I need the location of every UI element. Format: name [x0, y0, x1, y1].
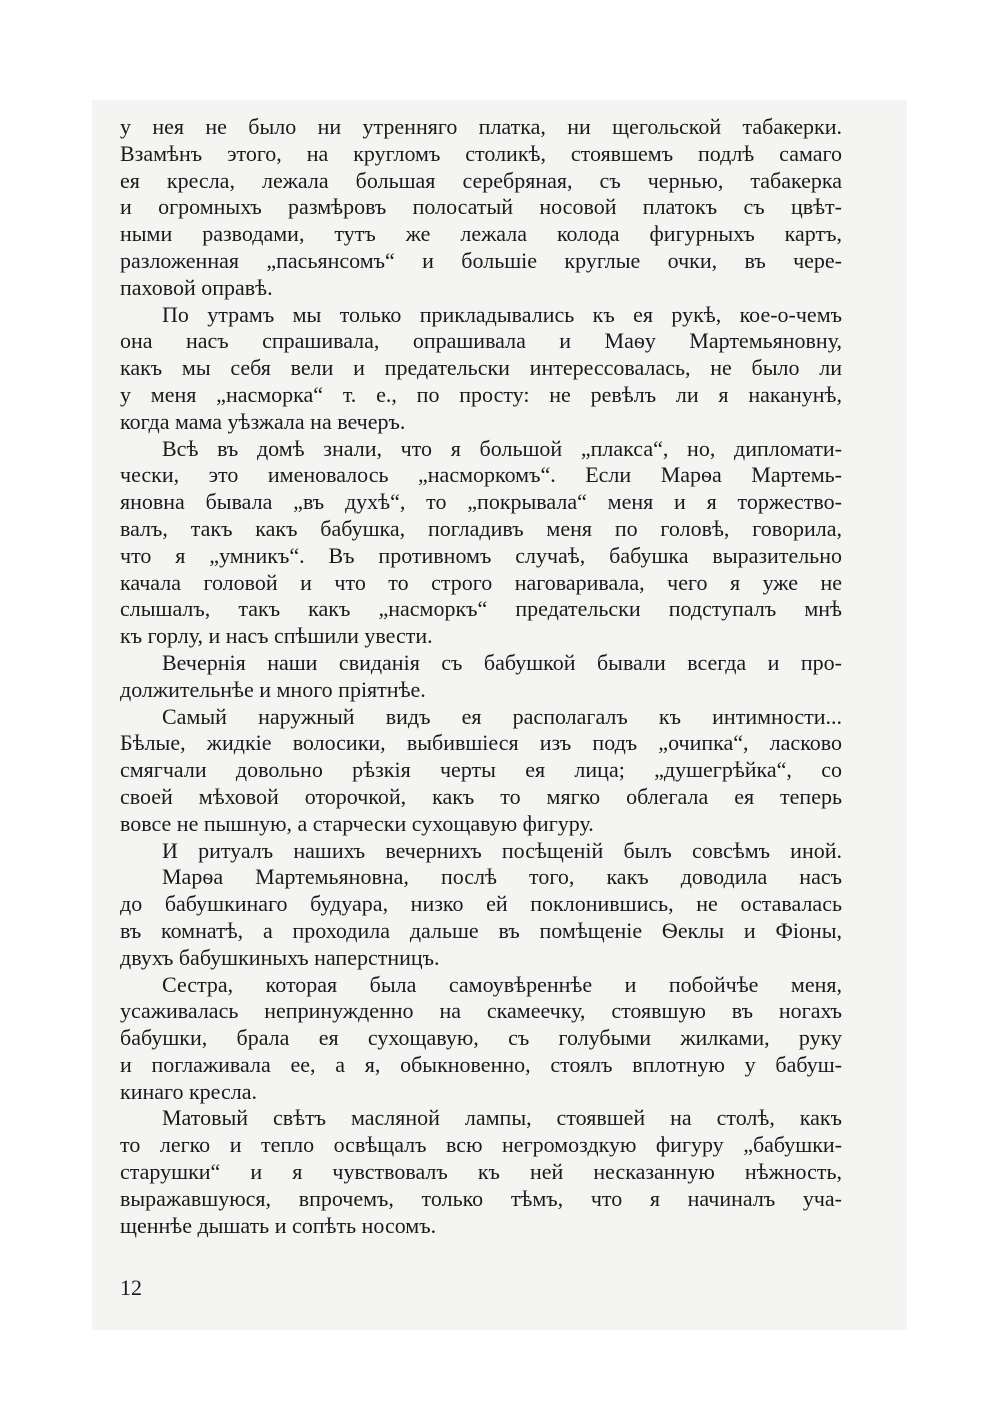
text-line: паховой оправѣ.	[120, 274, 273, 300]
text-line: кинаго кресла.	[120, 1078, 257, 1104]
text-line: къ горлу, и насъ спѣшили увести.	[120, 623, 433, 649]
text-line: то легко и тепло освѣщалъ всю негромоздкую фигуру „бабушки-	[120, 1132, 842, 1158]
text-line: Вечернiя наши свиданiя съ бабушкой бывали всегда и про-	[162, 649, 842, 675]
text-line: ными разводами, тутъ же лежала колода фигурныхъ картъ,	[120, 221, 842, 247]
text-line: Сестра, которая была самоувѣреннѣе и побойчѣе меня,	[162, 971, 842, 997]
text-line: валъ, такъ какъ бабушка, погладивъ меня по головѣ, говорила,	[120, 515, 842, 541]
text-line: и поглаживала ее, а я, обыкновенно, стоялъ вплотную у бабуш-	[120, 1051, 842, 1077]
text-line: усаживалась непринужденно на скамеечку, стоявшую въ ногахъ	[120, 998, 842, 1024]
text-line: чески, это именовалось „насморкомъ“. Если Марѳа Мартемь-	[120, 462, 842, 488]
text-line: ея кресла, лежала большая серебряная, съ чернью, табакерка	[120, 167, 842, 193]
text-line: По утрамъ мы только прикладывались къ ея рукѣ, кое-о-чемъ	[162, 301, 842, 327]
text-line: разложенная „пасьянсомъ“ и большiе круглые очки, въ чере-	[120, 247, 842, 273]
text-line: И ритуалъ нашихъ вечернихъ посѣщенiй былъ совсѣмъ иной.	[162, 837, 842, 863]
page-number: 12	[120, 1275, 142, 1300]
text-line: какъ мы себя вели и предательски интерессовалась, не было ли	[120, 355, 842, 381]
text-line: Самый наружный видъ ея располагалъ къ интимности...	[162, 703, 842, 729]
text-line: старушки“ и я чувствовалъ къ ней несказанную нѣжность,	[120, 1159, 842, 1185]
text-line: должительнѣе и много прiятнѣе.	[120, 676, 426, 702]
text-line: Взамѣнъ этого, на кругломъ столикѣ, стоявшемъ подлѣ самаго	[120, 140, 842, 166]
text-line: въ комнатѣ, а проходила дальше въ помѣщенiе Ѳеклы и Фiоны,	[120, 917, 842, 943]
text-line: и огромныхъ размѣровъ полосатый носовой платокъ съ цвѣт-	[120, 194, 842, 220]
text-line: она насъ спрашивала, опрашивала и Маѳу Мартемьяновну,	[120, 328, 842, 354]
text-line: двухъ бабушкиныхъ наперстницъ.	[120, 944, 440, 970]
text-line: вовсе не пышную, а старчески сухощавую фигуру.	[120, 810, 594, 836]
text-line: щеннѣе дышать и сопѣть носомъ.	[120, 1212, 437, 1238]
text-line: Всѣ въ домѣ знали, что я большой „плакса“, но, дипломати-	[162, 435, 842, 461]
text-line: яновна бывала „въ духѣ“, то „покрывала“ меня и я торжество-	[120, 489, 842, 515]
text-line: когда мама уѣзжала на вечеръ.	[120, 408, 406, 434]
text-line: у нея не было ни утренняго платка, ни щегольской табакерки.	[120, 114, 842, 139]
text-line: слышалъ, такъ какъ „насморкъ“ предательски подступалъ мнѣ	[120, 596, 842, 622]
text-line: у меня „насморка“ т. е., по просту: не ревѣлъ ли я наканунѣ,	[120, 381, 842, 407]
text-line: выражавшуюся, впрочемъ, только тѣмъ, что я начиналъ уча-	[120, 1185, 842, 1211]
text-line: бабушки, брала ея сухощавую, съ голубыми жилками, руку	[120, 1025, 842, 1051]
text-line: Бѣлые, жидкiе волосики, выбившiеся изъ подъ „очипка“, ласково	[120, 730, 842, 756]
text-line: до бабушкинаго будуара, низко ей поклонившись, не оставалась	[120, 891, 842, 917]
text-line: что я „умникъ“. Въ противномъ случаѣ, бабушка выразительно	[120, 542, 842, 568]
text-line: Марѳа Мартемьяновна, послѣ того, какъ доводила насъ	[162, 864, 842, 890]
text-line: качала головой и что то строго наговаривала, чего я уже не	[120, 569, 842, 595]
text-line: своей мѣховой оторочкой, какъ то мягко облегала ея теперь	[120, 783, 842, 809]
page-text	[120, 114, 842, 1239]
text-line: смягчали довольно рѣзкiя черты ея лица; „душегрѣйка“, со	[120, 757, 842, 783]
text-line: Матовый свѣтъ масляной лампы, стоявшей на столѣ, какъ	[162, 1105, 842, 1131]
